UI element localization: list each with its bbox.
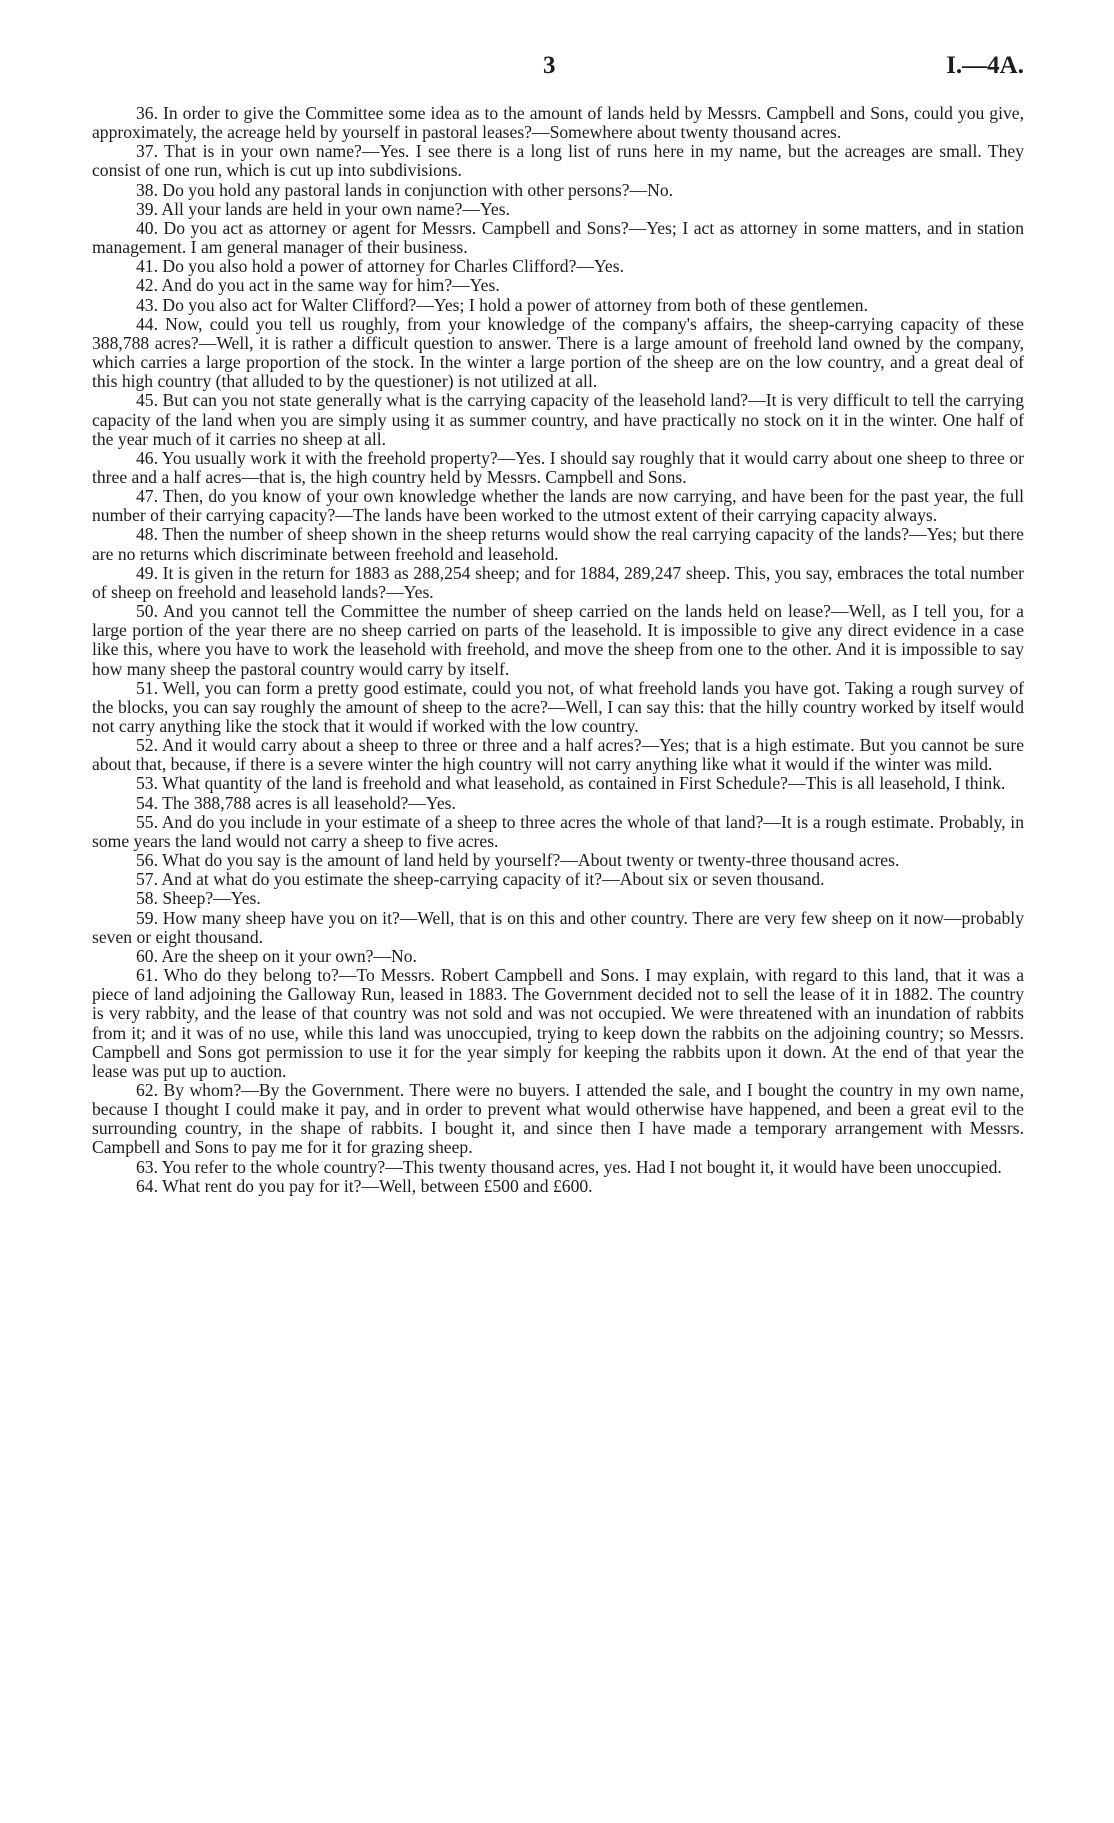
question-36: 36. In order to give the Committee some idea as to the amount of lands held by Messrs. Campbell and Sons, could you give, approximately, the acreage held by yourself in pastoral leases?—Somewhere about twenty thousand acres. [92, 103, 1024, 143]
question-62: 62. By whom?—By the Government. There were no buyers. I attended the sale, and I bought the country in my own name, because I thought I could make it pay, and in order to prevent what would otherwise have happened, and been a great evil to the surrounding country, in the shape of rabbits. I bought it, and since then I have made a temporary arrangement with Messrs. Campbell and Sons to pay me for it for grazing sheep. [92, 1079, 1024, 1158]
question-57: 57. And at what do you estimate the sheep-carrying capacity of it?—About six or seven thousand. [136, 869, 825, 890]
question-52: 52. And it would carry about a sheep to three or three and a half acres?—Yes; that is a high estimate. But you cannot be sure about that, because, if there is a severe winter the high country will not carry anything like what it would if the winter was mild. [92, 735, 1024, 775]
question-60: 60. Are the sheep on it your own?—No. [136, 945, 417, 966]
question-63: 63. You refer to the whole country?—This twenty thousand acres, yes. Had I not bought it, it would have been unoccupied. [136, 1156, 1002, 1177]
question-44: 44. Now, could you tell us roughly, from your knowledge of the company's affairs, the sheep-carrying capacity of these 388,788 acres?—Well, it is rather a difficult question to answer. There is a large amount of freehold land owned by the company, which carries a large proportion of the stock. In the winter a large portion of the sheep are on the low country, and a great deal of this high country (that alluded to by the questioner) is not utilized at all. [92, 313, 1024, 392]
question-64: 64. What rent do you pay for it?—Well, between £500 and £600. [136, 1175, 593, 1196]
question-40: 40. Do you act as attorney or agent for Messrs. Campbell and Sons?—Yes; I act as attorney in some matters, and in station management. I am general manager of their business. [92, 217, 1024, 258]
question-55: 55. And do you include in your estimate of a sheep to three acres the whole of that land?—It is a rough estimate. Probably, in some years the land would not carry a sheep to five acres. [92, 811, 1024, 851]
document-reference: I.—4A. [946, 52, 1024, 79]
question-58: 58. Sheep?—Yes. [136, 888, 261, 909]
question-53: 53. What quantity of the land is freehold and what leasehold, as contained in First Schedule?—This is all leasehold, I think. [136, 773, 1006, 794]
question-45: 45. But can you not state generally what is the carrying capacity of the leasehold land?—It is very difficult to tell the carrying capacity of the land when you are simply using it as summer country, and have practically no stock on it in the winter. One half of the year much of it carries no sheep at all. [92, 390, 1024, 449]
question-43: 43. Do you also act for Walter Clifford?—Yes; I hold a power of attorney from both of these gentlemen. [136, 294, 868, 315]
question-47: 47. Then, do you know of your own knowledge whether the lands are now carrying, and have been for the past year, the full number of their carrying capacity?—The lands have been worked to the utmost extent of their carrying capacity always. [92, 486, 1024, 526]
page-header [0, 52, 1114, 82]
question-46: 46. You usually work it with the freehold property?—Yes. I should say roughly that it would carry about one sheep to three or three and a half acres—that is, the high country held by Messrs. Campbell and Sons. [92, 447, 1024, 487]
question-37: 37. That is in your own name?—Yes. I see there is a long list of runs here in my name, but the acreages are small. They consist of one run, which is cut up into subdivisions. [92, 141, 1024, 181]
question-42: 42. And do you act in the same way for him?—Yes. [136, 275, 500, 296]
question-48: 48. Then the number of sheep shown in the sheep returns would show the real carrying capacity of the lands?—Yes; but there are no returns which discriminate between freehold and leasehold. [92, 524, 1024, 564]
question-54: 54. The 388,788 acres is all leasehold?—Yes. [136, 792, 456, 813]
evidence-body [92, 104, 1024, 1196]
question-50: 50. And you cannot tell the Committee the number of sheep carried on the lands held on lease?—Well, as I tell you, for a large portion of the year there are no sheep carried on parts of the leasehold. It is impossible to give any direct evidence in a case like this, where you have to work the leasehold with freehold, and move the sheep from one to the other. And it is impossible to say how many sheep the pastoral country would carry by itself. [92, 601, 1024, 679]
question-38: 38. Do you hold any pastoral lands in conjunction with other persons?—No. [136, 179, 674, 200]
question-39: 39. All your lands are held in your own name?—Yes. [136, 198, 510, 219]
question-41: 41. Do you also hold a power of attorney for Charles Clifford?—Yes. [136, 256, 624, 277]
question-56: 56. What do you say is the amount of land held by yourself?—About twenty or twenty-three thousand acres. [136, 850, 900, 871]
page-number: 3 [543, 52, 556, 79]
question-49: 49. It is given in the return for 1883 as 288,254 sheep; and for 1884, 289,247 sheep. This, you say, embraces the total number of sheep on freehold and leasehold lands?—Yes. [92, 562, 1024, 602]
question-61: 61. Who do they belong to?—To Messrs. Robert Campbell and Sons. I may explain, with regard to this land, that it was a piece of land adjoining the Galloway Run, leased in 1883. The Government decided not to sell the lease of it in 1882. The country is very rabbity, and the lease of that country was not sold and was not occupied. We were threatened with an inundation of rabbits from it; and it was of no use, while this land was unoccupied, trying to keep down the rabbits on the adjoining country; so Messrs. Campbell and Sons got permission to use it for the year simply for keeping the rabbits upon it down. At the end of that year the lease was put up to auction. [92, 965, 1024, 1081]
question-51: 51. Well, you can form a pretty good estimate, could you not, of what freehold lands you have got. Taking a rough survey of the blocks, you can say roughly the amount of sheep to the acre?—Well, I can say this: that the hilly country worked by itself would not carry anything like the stock that it would if worked with the low country. [92, 677, 1024, 736]
question-59: 59. How many sheep have you on it?—Well, that is on this and other country. There are very few sheep on it now—probably seven or eight thousand. [92, 907, 1024, 947]
